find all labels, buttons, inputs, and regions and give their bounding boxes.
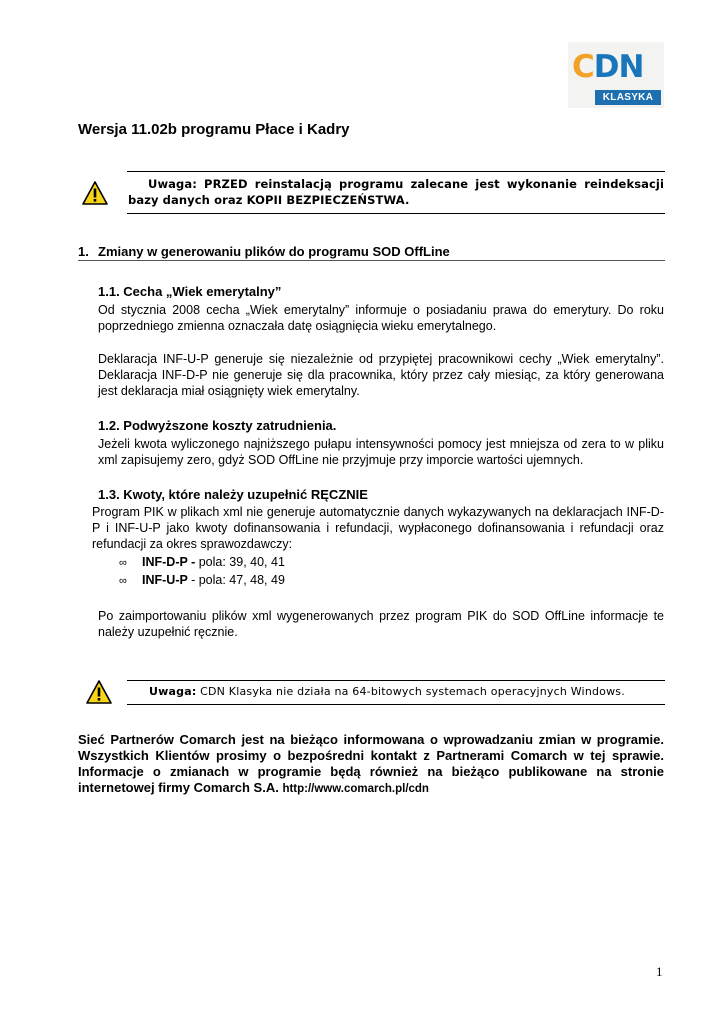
subsection-1-3-heading: 1.3. Kwoty, które należy uzupełnić RĘCZNIE [98, 487, 368, 502]
logo-letters [572, 50, 643, 84]
cdn-klasyka-logo [568, 42, 664, 108]
subsection-1-1-paragraph-1: Od stycznia 2008 cecha „Wiek emerytalny” informuje o posiadaniu prawa do emerytury. Do roku poprzedniego zmienna oznaczała datę osiągnięcia wieku emerytalnego. [98, 303, 664, 333]
subsection-1-3-paragraph-2: Po zaimportowaniu plików xml wygenerowanych przez program PIK do SOD OffLine informacje te należy uzupełnić ręcznie. [98, 609, 664, 639]
warning2-top-rule [127, 680, 665, 681]
bullet-infinity-icon: ∞ [119, 575, 127, 587]
page-number: 1 [656, 964, 663, 979]
page-title: Wersja 11.02b programu Płace i Kadry [78, 121, 350, 138]
list-item [119, 572, 285, 589]
list-item [119, 554, 285, 571]
warning-icon [86, 680, 112, 709]
bullet-label: INF-D-P - [142, 555, 199, 569]
logo-letter-n: N [618, 49, 644, 85]
warning1-top-rule [127, 171, 665, 172]
subsection-1-3-paragraph-1: Program PIK w plikach xml nie generuje automatycznie danych wykazywanych na deklaracjach INF-D-P i INF-U-P jako kwoty dofinansowania i refundacji, wypłaconego dofinansowania i refundacji oraz refundacji za okres sprawozdawczy: [92, 505, 664, 551]
warning2-message: CDN Klasyka nie działa na 64-bitowych systemach operacyjnych Windows. [196, 685, 625, 698]
bullet-infinity-icon: ∞ [119, 557, 127, 569]
subsection-1-2-paragraph: Jeżeli kwota wyliczonego najniższego pułapu intensywności pomocy jest mniejsza od zera to w pliku xml zapisujemy zero, gdyż SOD OffLine nie przyjmuje przy imporcie wartości ujemnych. [98, 437, 664, 467]
final-paragraph [78, 732, 664, 797]
warning-icon [82, 181, 108, 210]
section-1-number: 1. [78, 244, 89, 259]
warning2-label: Uwaga: [149, 685, 197, 698]
final-text: Sieć Partnerów Comarch jest na bieżąco informowana o wprowadzaniu zmian w programie. Wszystkich Klientów prosimy o bezpośredni kontakt z Partnerami Comarch w tej sprawie. Informacje o zmianach w programie będą również na bieżąco publikowane na stronie internetowej firmy Comarch S.A. [78, 732, 664, 795]
warning1-bottom-rule [127, 213, 665, 214]
bullet-text: pola: 39, 40, 41 [198, 555, 285, 569]
section-1-heading [78, 244, 450, 259]
logo-letter-d: D [593, 49, 619, 85]
subsection-1-1-paragraph-2: Deklaracja INF-U-P generuje się niezależnie od przypiętej pracownikowi cechy „Wiek emerytalny”. Deklaracja INF-D-P nie generuje się dla pracownika, który przez cały miesiąc, za który generowana jest deklaracja miał osiągnięty wiek emerytalny. [98, 352, 664, 398]
warning1-message: Uwaga: PRZED reinstalacją programu zalecane jest wykonanie reindeksacji bazy danych oraz KOPII BEZPIECZEŃSTWA. [128, 177, 664, 207]
logo-letter-c: C [572, 49, 594, 85]
section-1-rule [78, 260, 665, 261]
warning2-text [149, 685, 625, 698]
section-1-title: Zmiany w generowaniu plików do programu SOD OffLine [98, 244, 450, 259]
logo-subtitle: KLASYKA [602, 92, 654, 103]
warning2-bottom-rule [127, 704, 665, 705]
warning1-text [128, 176, 664, 208]
bullet-label: INF-U-P [142, 573, 192, 587]
subsection-1-2-heading: 1.2. Podwyższone koszty zatrudnienia. [98, 418, 337, 433]
bullet-text: - pola: 47, 48, 49 [191, 573, 285, 587]
subsection-1-1-heading: 1.1. Cecha „Wiek emerytalny” [98, 284, 282, 299]
comarch-url: http://www.comarch.pl/cdn [282, 783, 429, 795]
